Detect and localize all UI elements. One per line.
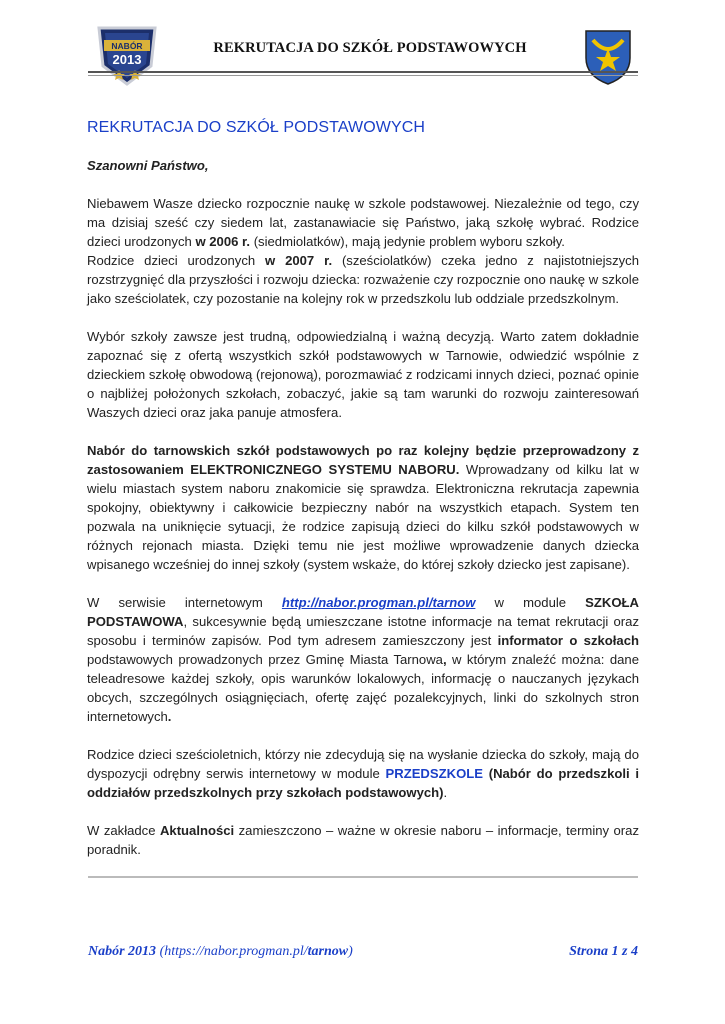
svg-text:2013: 2013 — [112, 52, 142, 67]
paragraph-school-choice: Wybór szkoły zawsze jest trudną, odpowiedzialną i ważną decyzją. Warto zatem dokładnie zapoznać się z ofertą wszystkich szkół podstawowych w Tarnowie, odwiedzić wspólnie z dzieckiem szkołę obwodową (rejonową), porozmawiać z rodzicami innych dzieci, poznać opinie o najbliżej położonych szkołach, zobaczyć, jakie są tam warunki do rozwoju zainteresowań Waszych dzieci oraz jaka panuje atmosfera. — [87, 329, 639, 420]
document-body — [87, 118, 639, 878]
footer-rule — [88, 876, 638, 878]
footer-source: Nabór 2013 (https://nabor.progman.pl/tarnow) — [88, 944, 353, 959]
nabor-website-link[interactable]: http://nabor.progman.pl/tarnow — [281, 595, 476, 610]
header-rule — [88, 71, 638, 73]
header-rule-thin — [88, 75, 638, 76]
header-title: REKRUTACJA DO SZKÓŁ PODSTAWOWYCH — [213, 40, 527, 56]
svg-text:NABÓR: NABÓR — [111, 41, 143, 51]
paragraph-preschool: Rodzice dzieci sześcioletnich, którzy nie zdecydują się na wysłanie dziecka do szkoły, mają do dyspozycji odrębny serwis internetowy w module PRZEDSZKOLE (Nabór do przedszkoli i oddziałów przedszkolnych przy szkołach podstawowych). — [87, 747, 639, 800]
paragraph-news: W zakładce Aktualności zamieszczono – ważne w okresie naboru – informacje, terminy oraz poradnik. — [87, 823, 639, 857]
document-title: REKRUTACJA DO SZKÓŁ PODSTAWOWYCH — [87, 119, 426, 136]
paragraph-electronic-system: Nabór do tarnowskich szkół podstawowych po raz kolejny będzie przeprowadzony z zastosowaniem ELEKTRONICZNEGO SYSTEMU NABORU. Wprowadzany od kilku lat w wielu miastach system naboru znakomicie się sprawdza. Elektroniczna rekrutacja zapewnia spokojny, obiektywny i całkowicie bezpieczny nabór na wszystkich etapach. System ten pozwala na uniknięcie sytuacji, że rodzice zapisują dzieci do kilku szkół podstawowych w różnych rejonach miasta. Dzięki temu nie jest możliwe wprowadzenie danych dziecka wpisanego wcześniej do innej szkoły (system wskaże, do której szkoły dziecko jest zapisane). — [87, 443, 639, 572]
paragraph-six-year-olds: Rodzice dzieci urodzonych w 2007 r. (sześciolatków) czeka jedno z najistotniejszych rozstrzygnięć dla przyszłości i rozwoju dziecka: rozważenie czy rozpocznie ono naukę w szkole jako sześciolatek, czy pozostanie na kolejny rok w przedszkolu lub oddziale przedszkolnym. — [87, 253, 639, 306]
paragraph-website: W serwisie internetowym http://nabor.progman.pl/tarnow w module SZKOŁA PODSTAWOWA, sukcesywnie będą umieszczane istotne informacje na temat rekrutacji oraz sposobu i terminów zapisów. Pod tym adresem zamieszczony jest informator o szkołach podstawowych prowadzonych przez Gminę Miasta Tarnowa, w którym znaleźć można: dane teleadresowe każdej szkoły, opis warunków lokalowych, informację o nauczanych językach obcych, szczególnych osiągnięciach, ofertę zajęć pozalekcyjnych, linki do szkolnych stron internetowych. — [87, 595, 639, 724]
tarnow-coat-of-arms-icon — [583, 28, 633, 86]
paragraph-intro: Niebawem Wasze dziecko rozpocznie naukę w szkole podstawowej. Niezależnie od tego, czy ma dzisiaj sześć czy siedem lat, zastanawiacie się Państwo, jaką szkołę wybrać. Rodzice dzieci urodzonych w 2006 r. (siedmiolatków), mają jedynie problem wyboru szkoły. — [87, 196, 639, 249]
page-number: Strona 1 z 4 — [569, 944, 638, 959]
greeting: Szanowni Państwo, — [87, 158, 209, 173]
